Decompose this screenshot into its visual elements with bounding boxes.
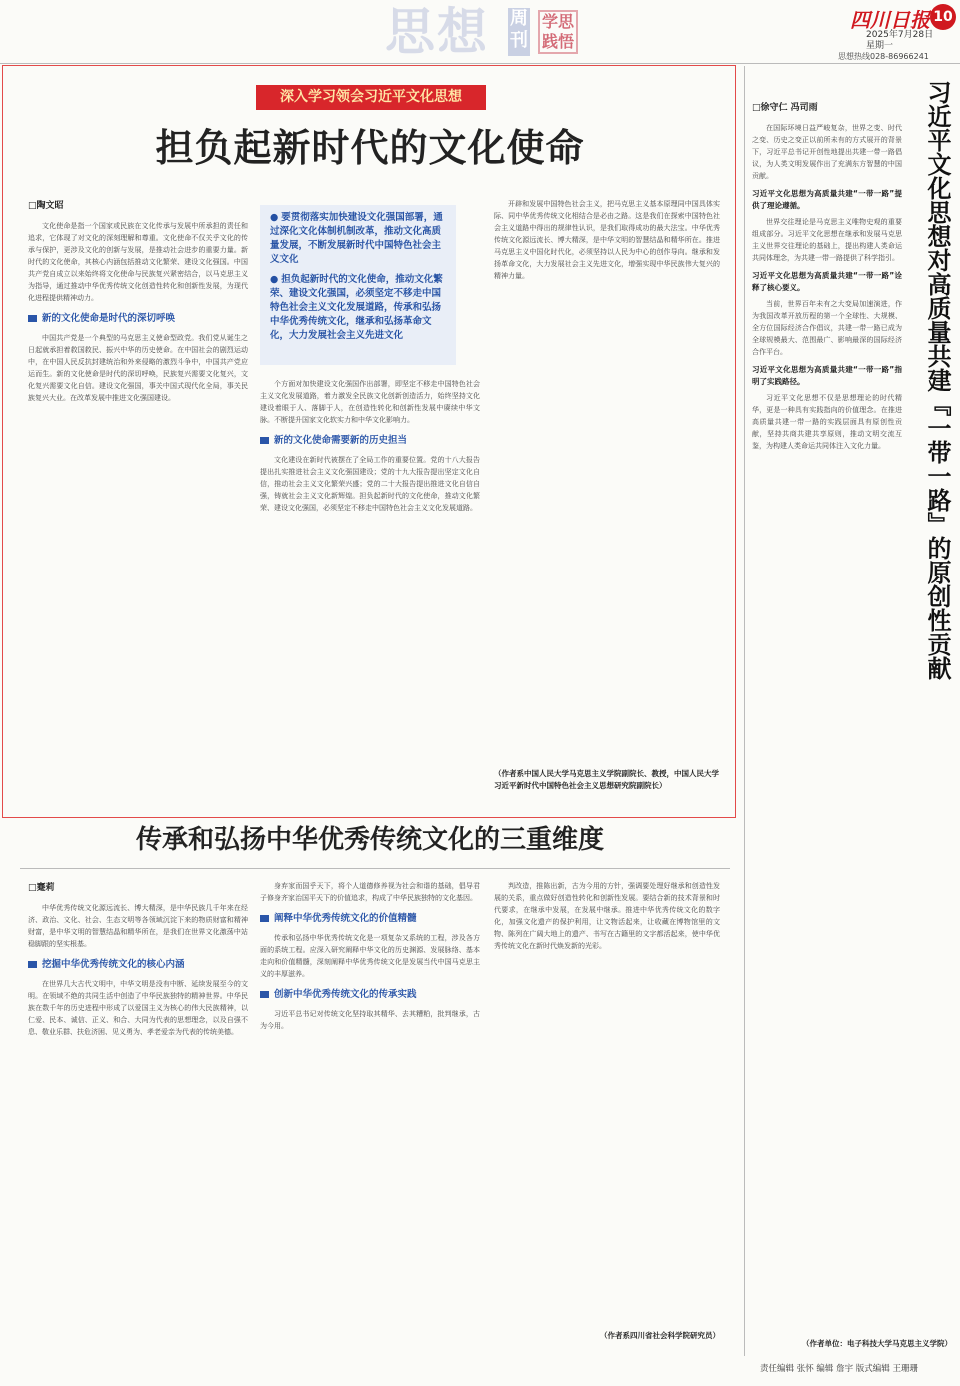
bullet-icon: ● [270,274,279,285]
paragraph: 当前，世界百年未有之大变局加速演进，作为我国改革开放历程的第一个全球性、大规模、全方位国际经济合作倡议，共建一带一路已成为全球规模最大、范围最广、影响最深的国际经济合作平台。 [752,300,902,356]
editor-credits: 责任编辑 张怀 编辑 詹宇 版式编辑 王珊珊 [760,1364,919,1374]
article3-byline: □徐守仁 冯司雨 [752,103,818,113]
weekday-text: 星期一 [866,41,894,51]
paragraph: 文化建设在新时代被摆在了全局工作的重要位置。党的十八大报告提出扎实推进社会主义文化强国建设；党的十九大报告提出坚定文化自信，推动社会主义文化繁荣兴盛；党的二十大报告提出推进文化自信自强，铸就社会主义文化新辉煌。担负起新时代的文化使命，推动文化繁荣、建设文化强国，必须坚定不移走中国特色社会主义文化发展道路。 [260,456,480,512]
article2-column-1 [28,902,248,1342]
article2-byline: □蹇莉 [28,883,55,893]
article2-column-3 [494,880,720,1320]
column-tag: 学思践悟 [538,10,578,54]
masthead-divider [0,63,960,64]
article1-byline: □陶文昭 [28,201,64,211]
paragraph: 中国共产党是一个典型的马克思主义使命型政党。我们党从诞生之日起就承担着救国救民、振兴中华的历史使命。在中国社会的剧烈运动中，在中国人民反抗封建统治和外来侵略的激烈斗争中，中国共产党应运而生。新的文化使命是时代的深切呼唤，民族复兴需要文化复兴，文化复兴需要文化自信。建设文化强国，事关中国式现代化全局，事关民族复兴大业。在改革发展中推进文化强国建设。 [28,334,248,402]
article1-column-3 [494,198,720,758]
paragraph: 传承和弘扬中华优秀传统文化是一项复杂又系统的工程，涉及各方面的系统工程。应深入研究阐释中华文化的历史渊源、发展脉络、基本走向和价值精髓，深刻阐释中华优秀传统文化是发展当代中国马克思主义的丰厚滋养。 [260,934,480,978]
paragraph: 判改造，推陈出新，古为今用的方针，强调要处理好继承和创造性发展的关系，重点做好创造性转化和创新性发展。要结合新的技术背景和时代要求，在继承中发展，在发展中继承。推进中华优秀传统文化的数字化，加强文化遗产的保护利用，让文物活起来，让收藏在博物馆里的文物、陈列在广阔大地上的遗产、书写在古籍里的文字都活起来，使中华优秀传统文化在新时代焕发新的光彩。 [494,882,720,950]
article2-column-2 [260,880,480,1350]
section-title: 思想 [385,3,489,61]
article1-subhead-2: 新的文化使命需要新的历史担当 [260,434,480,448]
article1-kicker: 深入学习领会习近平文化思想 [256,85,486,110]
article3-author-note: （作者单位：电子科技大学马克思主义学院） [802,1339,952,1348]
article1-column-1 [28,220,248,805]
article3-subhead-1: 习近平文化思想为高质量共建“一带一路”提供了理论遵循。 [752,189,902,210]
pull-quote-2: 担负起新时代的文化使命，推动文化繁荣、建设文化强国，必须坚定不移走中国特色社会主义文化发展道路，传承和弘扬中华优秀传统文化，继承和弘扬革命文化，大力发展社会主义先进文化 [270,274,443,341]
paragraph: 习近平总书记对传统文化坚持取其精华、去其糟粕，批判继承，古为今用。 [260,1010,480,1030]
article2-author-note: （作者系四川省社会科学院研究员） [600,1331,720,1340]
article2-subhead-3: 创新中华优秀传统文化的传承实践 [260,988,480,1002]
date-block [866,30,933,52]
paragraph: 中华优秀传统文化源远流长、博大精深，是中华民族几千年来在经济、政治、文化、社会、生态文明等各领域沉淀下来的物质财富和精神财富，是中华文明的智慧结晶和精华所在，是我们在世界文化激荡中站稳脚跟的坚实根基。 [28,904,248,948]
article2-subhead-1: 挖掘中华优秀传统文化的核心内涵 [28,958,248,972]
article1-column-2 [260,378,480,806]
article1-subhead-1: 新的文化使命是时代的深切呼唤 [28,312,248,326]
paragraph: 文化使命是指一个国家或民族在文化传承与发展中所承担的责任和追求，它体现了对文化的深刻理解和尊重。文化使命不仅关乎文化的传承与保护，更涉及文化的创新与发展，是推动社会进步的重要力量。新时代的文化使命，其核心内涵包括推动文化繁荣、建设文化强国。中国共产党自成立以来始终将文化使命与民族复兴紧密结合，以马克思主义为指导，通过推动中华优秀传统文化创造性转化和创新性发展，为现代化进程提供精神动力。 [28,222,248,302]
paper-logo: 四川日报 [850,8,930,32]
article3-column [752,122,902,1332]
article3-subhead-3: 习近平文化思想为高质量共建“一带一路”指明了实践路径。 [752,365,902,386]
article3-vertical-title: 习近平文化思想对高质量共建『一带一路』的原创性贡献 [923,80,951,680]
article1-headline: 担负起新时代的文化使命 [155,126,585,170]
date-text: 2025年7月28日 [866,30,934,40]
weekly-label: 周刊 [508,8,530,56]
article3-subhead-2: 习近平文化思想为高质量共建“一带一路”诠释了核心要义。 [752,271,902,292]
paragraph: 在世界几大古代文明中，中华文明是没有中断、延续发展至今的文明。在领域不绝的共同生活中创造了中华民族独特的精神世界。中华民族在数千年的历史进程中形成了以爱国主义为核心的伟大民族精神，以仁爱、民本、诚信、正义、和合、大同为代表的思想理念，以及自强不息、敬业乐群、扶危济困、见义勇为、孝老爱亲为代表的传统美德。 [28,980,248,1036]
hotline-text: 思想热线028-86966241 [838,52,929,61]
paragraph: 习近平文化思想不仅是思想理论的时代精华，更是一种具有实践指向的价值理念。在推进高质量共建一带一路的实践层面具有原创性贡献，坚持共商共建共享原则，推动文明交流互鉴，为构建人类命运共同体注入文化力量。 [752,394,902,450]
paragraph: 开辟和发展中国特色社会主义，把马克思主义基本原理同中国具体实际、同中华优秀传统文化相结合是必由之路。这是我们在探索中国特色社会主义道路中得出的规律性认识，是我们取得成功的最大法宝。中华优秀传统文化源远流长、博大精深，是中华文明的智慧结晶和精华所在。推进马克思主义中国化时代化，必须坚持以人民为中心的创作导向。继承和发扬革命文化，大力发展社会主义先进文化，增强实现中华民族伟大复兴的精神力量。 [494,200,720,280]
paragraph: 在国际环境日益严峻复杂，世界之变、时代之变、历史之变正以前所未有的方式展开的背景下，习近平总书记开创性地提出共建一带一路倡议，为人类文明发展作出了充满东方智慧的中国贡献。 [752,124,902,180]
paragraph: 身弃家而国乎天下，将个人道德修养视为社会和谐的基础，倡导君子修身齐家治国平天下的价值追求，构成了中华民族独特的文化基因。 [260,882,480,902]
bullet-icon: ● [270,212,279,223]
article2-headline: 传承和弘扬中华优秀传统文化的三重维度 [135,825,604,855]
article1-author-note: （作者系中国人民大学马克思主义学院副院长、教授，中国人民大学习近平新时代中国特色社会主义思想研究院副院长） [494,769,719,790]
page-number-badge: 10 [930,4,956,30]
paragraph: 个方面对加快建设文化强国作出部署，即坚定不移走中国特色社会主义文化发展道路，着力激发全民族文化创新创造活力，始终坚持文化建设着眼于人、落脚于人，在创造性转化和创新性发展中赓续中华文脉。不断提升国家文化软实力和中华文化影响力。 [260,380,480,424]
article2-subhead-2: 阐释中华优秀传统文化的价值精髓 [260,912,480,926]
pull-quote-box [260,205,456,365]
article2-divider [20,868,730,869]
pull-quote-1: 要贯彻落实加快建设文化强国部署，通过深化文化体制机制改革，推动文化高质量发展，不断发展新时代中国特色社会主义文化 [270,212,443,265]
paragraph: 世界交往理论是马克思主义唯物史观的重要组成部分。习近平文化思想在继承和发展马克思主义世界交往理论的基础上，提出构建人类命运共同体理念，为共建一带一路提供了科学指引。 [752,218,902,262]
right-column-divider [744,66,745,1356]
